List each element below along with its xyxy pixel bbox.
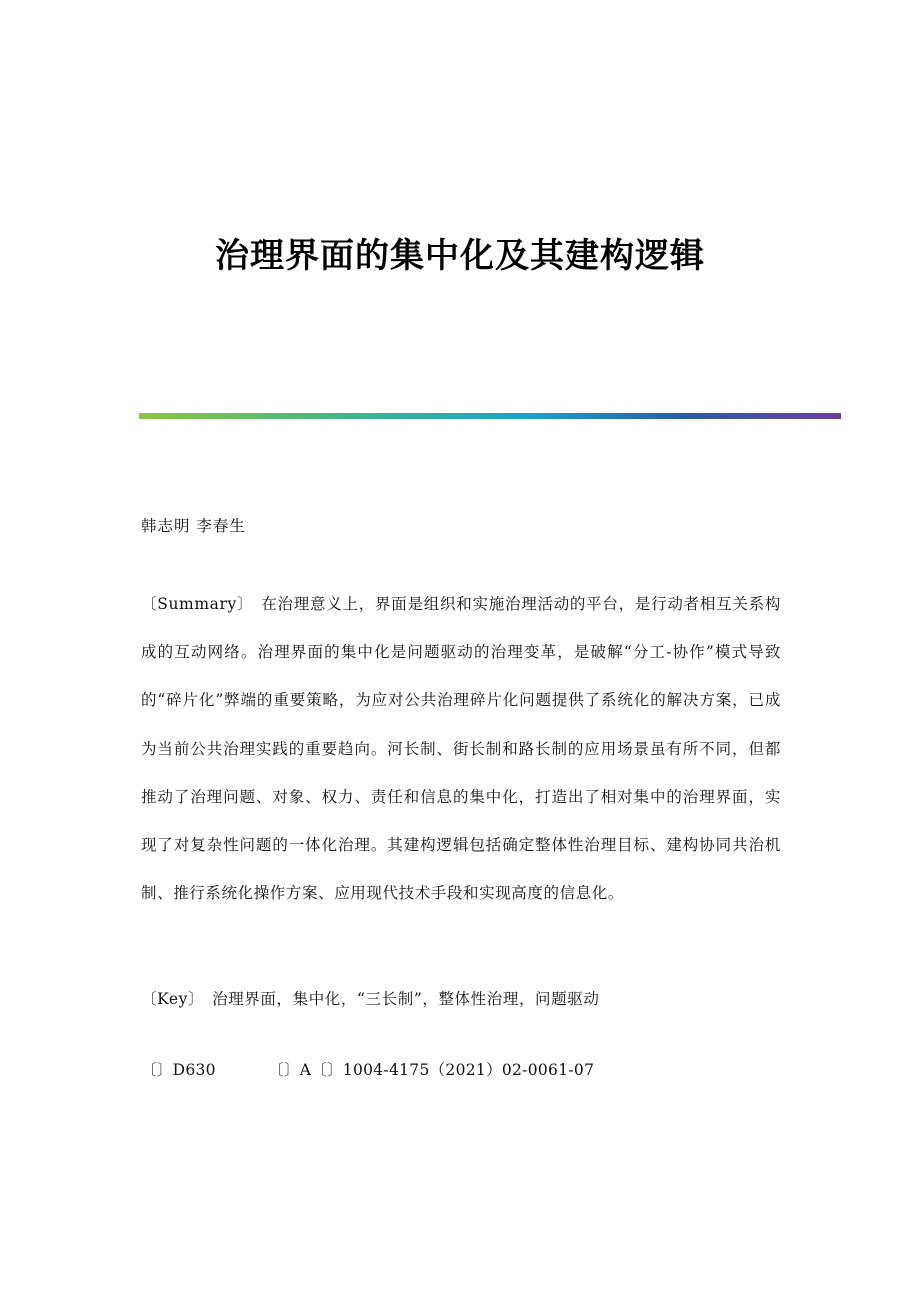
keywords-line [141,987,599,1009]
abstract-label: 〔Summary〕 [141,595,254,613]
keywords-label: 〔Key〕 [141,990,205,1008]
gradient-divider [139,413,841,419]
abstract-paragraph [141,580,781,917]
clc-number: 〔〕D630 [141,1061,216,1079]
abstract-text: 在治理意义上，界面是组织和实施治理活动的平台，是行动者相互关系构成的互动网络。治理界面的集中化是问题驱动的治理变革，是破解“分工-协作”模式导致的“碎片化”弊端的重要策略，为应对公共治理碎片化问题提供了系统化的解决方案，已成为当前公共治理实践的重要趋向。河长制、街长制和路长制的应用场景虽有所不同，但都推动了治理问题、对象、权力、责任和信息的集中化，打造出了相对集中的治理界面，实现了对复杂性问题的一体化治理。其建构逻辑包括确定整体性治理目标、建构协同共治机制、推行系统化操作方案、应用现代技术手段和实现高度的信息化。 [141,595,781,903]
paper-title: 治理界面的集中化及其建构逻辑 [215,236,705,276]
author-line: 韩志明 李春生 [141,517,246,535]
document-code: 〔〕A〔〕1004-4175（2021）02-0061-07 [268,1061,595,1079]
keywords-text: 治理界面，集中化，“三长制”，整体性治理，问题驱动 [212,990,600,1008]
classification-line [141,1058,594,1080]
